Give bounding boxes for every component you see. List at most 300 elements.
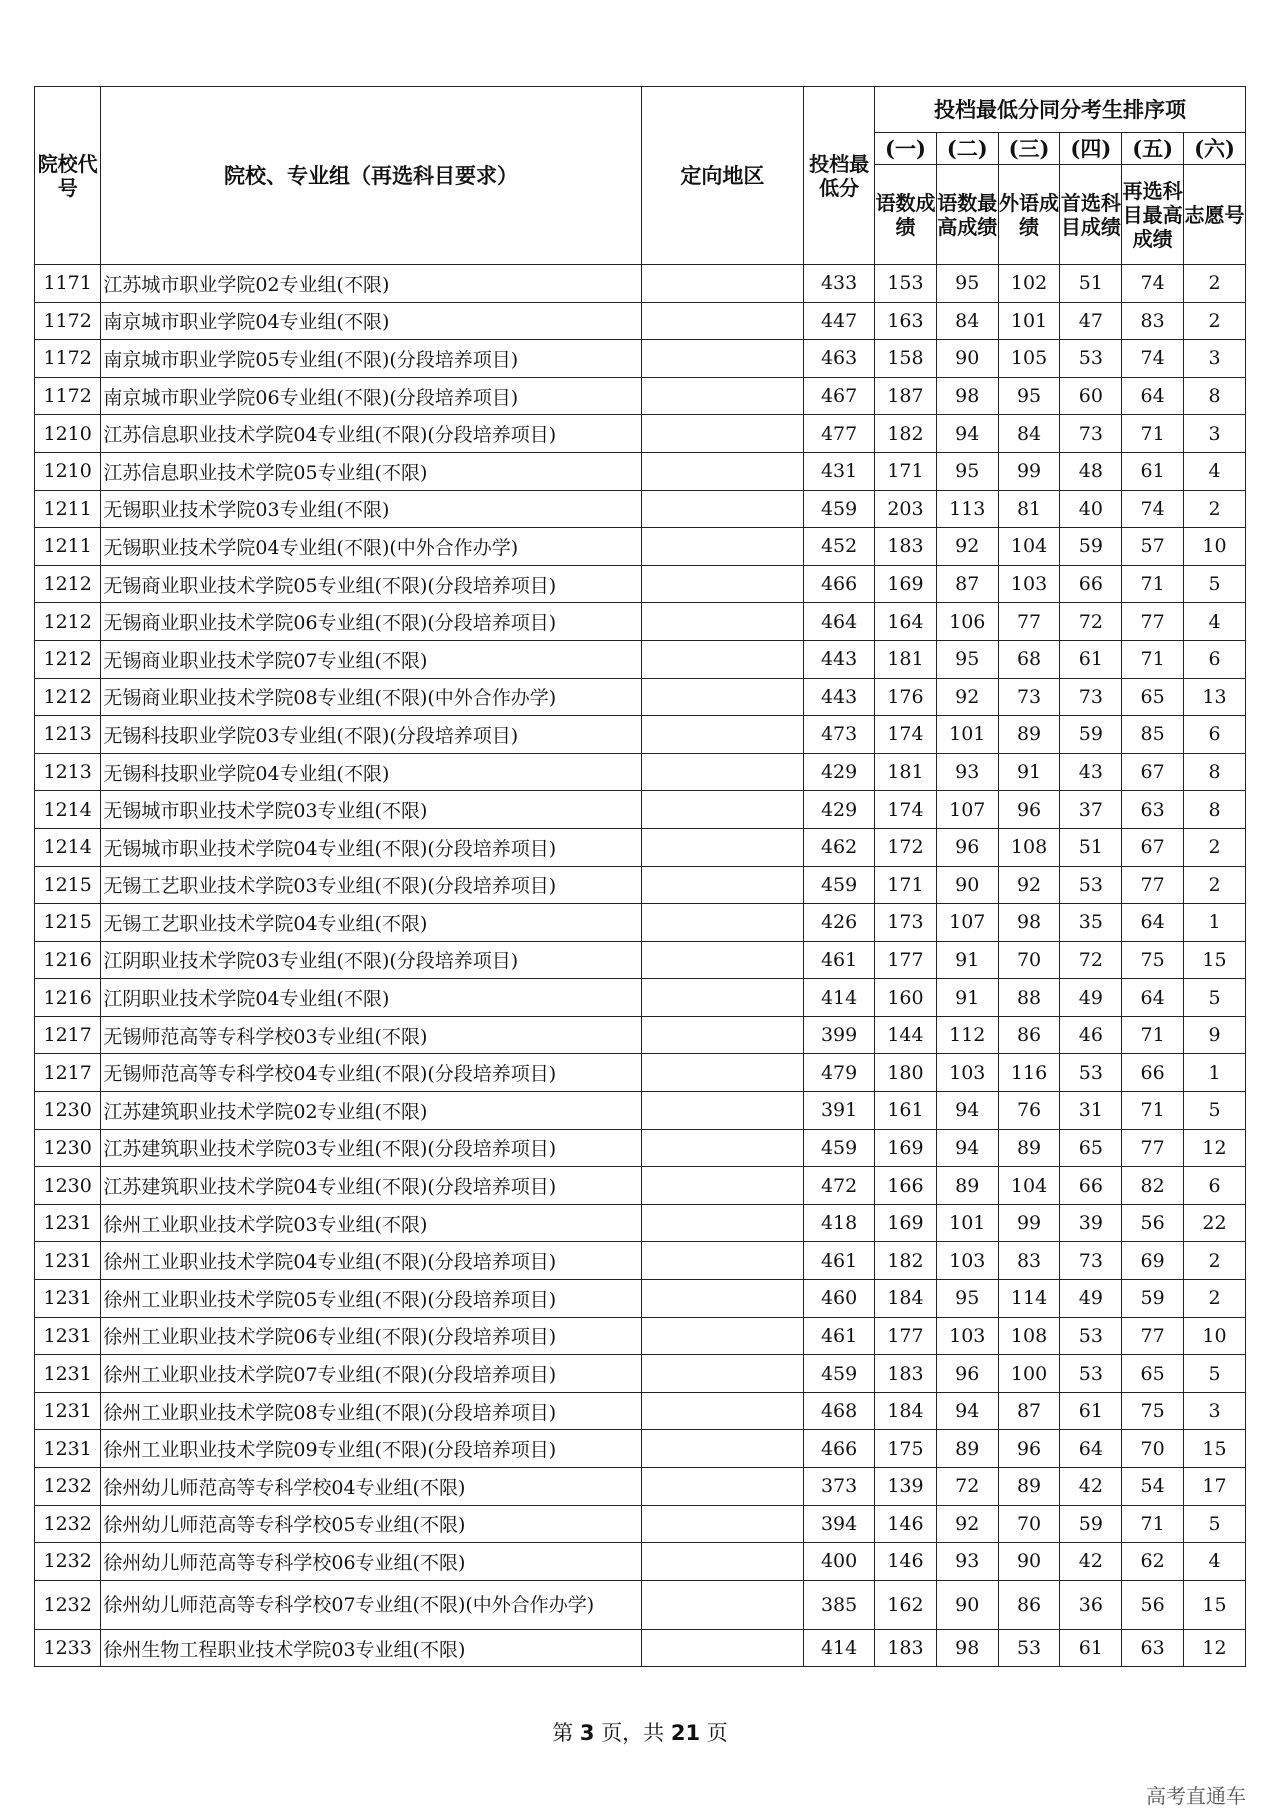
cell-score-2: 96 — [936, 828, 998, 866]
cell-score-3: 70 — [998, 1505, 1060, 1543]
cell-target-region — [641, 1629, 804, 1667]
cell-score-5: 77 — [1122, 1129, 1184, 1167]
table-row — [35, 1543, 1246, 1581]
cell-score-6: 2 — [1184, 828, 1246, 866]
cell-score-5: 65 — [1122, 678, 1184, 716]
cell-score-6: 9 — [1184, 1016, 1246, 1054]
cell-target-region — [641, 1129, 804, 1167]
cell-target-region — [641, 1468, 804, 1506]
table-row — [35, 866, 1246, 904]
cell-score-5: 67 — [1122, 828, 1184, 866]
cell-score-5: 71 — [1122, 640, 1184, 678]
cell-score-2: 106 — [936, 603, 998, 641]
cell-score-1: 146 — [875, 1505, 937, 1543]
cell-target-region — [641, 979, 804, 1017]
cell-score-4: 49 — [1060, 979, 1122, 1017]
cell-school-code: 1212 — [35, 565, 101, 603]
cell-target-region — [641, 791, 804, 829]
table-row — [35, 1167, 1246, 1205]
cell-score-6: 8 — [1184, 791, 1246, 829]
table-row — [35, 565, 1246, 603]
cell-score-6: 1 — [1184, 904, 1246, 942]
cell-score-6: 5 — [1184, 565, 1246, 603]
cell-target-region — [641, 1280, 804, 1318]
cell-school-code: 1211 — [35, 528, 101, 566]
cell-score-3: 90 — [998, 1543, 1060, 1581]
cell-score-3: 68 — [998, 640, 1060, 678]
cell-target-region — [641, 452, 804, 490]
footer-suffix: 页 — [706, 1721, 728, 1745]
cell-min-score: 466 — [804, 1430, 875, 1468]
cell-score-1: 153 — [875, 265, 937, 303]
cell-school-code: 1172 — [35, 302, 101, 340]
cell-min-score: 473 — [804, 716, 875, 754]
header-school-code: 院校代号 — [35, 87, 101, 265]
cell-target-region — [641, 1430, 804, 1468]
cell-score-6: 10 — [1184, 528, 1246, 566]
cell-score-1: 177 — [875, 1317, 937, 1355]
cell-score-5: 64 — [1122, 904, 1184, 942]
cell-min-score: 443 — [804, 678, 875, 716]
cell-score-5: 71 — [1122, 1016, 1184, 1054]
cell-score-4: 35 — [1060, 904, 1122, 942]
header-col-1: 语数成绩 — [875, 165, 937, 265]
cell-score-3: 89 — [998, 1129, 1060, 1167]
cell-school-code: 1171 — [35, 265, 101, 303]
cell-target-region — [641, 415, 804, 453]
cell-min-score: 400 — [804, 1543, 875, 1581]
cell-score-6: 12 — [1184, 1629, 1246, 1667]
cell-target-region — [641, 1505, 804, 1543]
cell-school-code: 1172 — [35, 377, 101, 415]
cell-min-score: 461 — [804, 1242, 875, 1280]
cell-score-2: 87 — [936, 565, 998, 603]
cell-score-4: 51 — [1060, 265, 1122, 303]
cell-target-region — [641, 640, 804, 678]
cell-score-2: 89 — [936, 1167, 998, 1205]
cell-score-2: 94 — [936, 1092, 998, 1130]
table-row — [35, 415, 1246, 453]
cell-score-2: 113 — [936, 490, 998, 528]
cell-school-code: 1231 — [35, 1242, 101, 1280]
table-row — [35, 1129, 1246, 1167]
footer-page-number: 3 — [579, 1721, 595, 1745]
header-ord-3: (三) — [998, 133, 1060, 165]
cell-school-group: 徐州幼儿师范高等专科学校07专业组(不限)(中外合作办学) — [101, 1580, 641, 1629]
cell-school-code: 1210 — [35, 415, 101, 453]
cell-school-code: 1172 — [35, 340, 101, 378]
cell-school-group: 江苏信息职业技术学院05专业组(不限) — [101, 452, 641, 490]
cell-school-group: 江苏城市职业学院02专业组(不限) — [101, 265, 641, 303]
cell-score-3: 87 — [998, 1392, 1060, 1430]
cell-score-4: 42 — [1060, 1468, 1122, 1506]
cell-score-6: 22 — [1184, 1204, 1246, 1242]
cell-score-3: 53 — [998, 1629, 1060, 1667]
cell-score-4: 43 — [1060, 753, 1122, 791]
cell-target-region — [641, 1543, 804, 1581]
cell-score-6: 15 — [1184, 941, 1246, 979]
header-ord-1: (一) — [875, 133, 937, 165]
cell-score-4: 39 — [1060, 1204, 1122, 1242]
cell-target-region — [641, 302, 804, 340]
cell-min-score: 418 — [804, 1204, 875, 1242]
cell-score-2: 90 — [936, 866, 998, 904]
cell-target-region — [641, 265, 804, 303]
cell-target-region — [641, 678, 804, 716]
cell-score-1: 169 — [875, 565, 937, 603]
cell-score-3: 100 — [998, 1355, 1060, 1393]
cell-score-5: 64 — [1122, 377, 1184, 415]
table-row — [35, 1468, 1246, 1506]
cell-score-1: 174 — [875, 791, 937, 829]
table-row — [35, 1355, 1246, 1393]
cell-score-2: 90 — [936, 340, 998, 378]
cell-min-score: 467 — [804, 377, 875, 415]
cell-school-code: 1233 — [35, 1629, 101, 1667]
cell-school-group: 无锡师范高等专科学校03专业组(不限) — [101, 1016, 641, 1054]
cell-score-6: 1 — [1184, 1054, 1246, 1092]
cell-school-group: 徐州幼儿师范高等专科学校04专业组(不限) — [101, 1468, 641, 1506]
footer-total-pages: 21 — [670, 1721, 701, 1745]
cell-school-group: 徐州工业职业技术学院05专业组(不限)(分段培养项目) — [101, 1280, 641, 1318]
cell-score-3: 108 — [998, 1317, 1060, 1355]
table-row — [35, 904, 1246, 942]
cell-school-group: 徐州工业职业技术学院04专业组(不限)(分段培养项目) — [101, 1242, 641, 1280]
cell-score-5: 71 — [1122, 565, 1184, 603]
cell-score-2: 91 — [936, 979, 998, 1017]
cell-min-score: 463 — [804, 340, 875, 378]
cell-min-score: 462 — [804, 828, 875, 866]
page-footer — [0, 1717, 1280, 1747]
cell-school-code: 1231 — [35, 1317, 101, 1355]
cell-score-5: 61 — [1122, 452, 1184, 490]
cell-school-group: 无锡商业职业技术学院07专业组(不限) — [101, 640, 641, 678]
cell-score-3: 99 — [998, 1204, 1060, 1242]
cell-score-2: 94 — [936, 1129, 998, 1167]
cell-score-5: 74 — [1122, 340, 1184, 378]
cell-min-score: 447 — [804, 302, 875, 340]
cell-score-3: 96 — [998, 1430, 1060, 1468]
header-ord-4: (四) — [1060, 133, 1122, 165]
cell-school-code: 1217 — [35, 1054, 101, 1092]
cell-score-2: 91 — [936, 941, 998, 979]
cell-score-4: 64 — [1060, 1430, 1122, 1468]
cell-score-1: 183 — [875, 1355, 937, 1393]
cell-score-6: 5 — [1184, 1092, 1246, 1130]
cell-score-2: 72 — [936, 1468, 998, 1506]
table-row — [35, 941, 1246, 979]
cell-min-score: 459 — [804, 1129, 875, 1167]
cell-min-score: 399 — [804, 1016, 875, 1054]
cell-score-5: 59 — [1122, 1280, 1184, 1318]
cell-school-code: 1230 — [35, 1129, 101, 1167]
cell-school-group: 徐州幼儿师范高等专科学校05专业组(不限) — [101, 1505, 641, 1543]
cell-school-group: 徐州生物工程职业技术学院03专业组(不限) — [101, 1629, 641, 1667]
cell-min-score: 477 — [804, 415, 875, 453]
cell-score-5: 77 — [1122, 1317, 1184, 1355]
cell-score-6: 6 — [1184, 1167, 1246, 1205]
cell-school-group: 江苏建筑职业技术学院03专业组(不限)(分段培养项目) — [101, 1129, 641, 1167]
cell-score-5: 74 — [1122, 265, 1184, 303]
cell-school-group: 无锡商业职业技术学院05专业组(不限)(分段培养项目) — [101, 565, 641, 603]
table-row — [35, 603, 1246, 641]
cell-score-4: 46 — [1060, 1016, 1122, 1054]
cell-school-group: 徐州工业职业技术学院07专业组(不限)(分段培养项目) — [101, 1355, 641, 1393]
cell-score-2: 92 — [936, 1505, 998, 1543]
cell-score-6: 4 — [1184, 1543, 1246, 1581]
cell-score-2: 95 — [936, 640, 998, 678]
cell-school-code: 1213 — [35, 753, 101, 791]
cell-score-3: 102 — [998, 265, 1060, 303]
cell-score-1: 163 — [875, 302, 937, 340]
cell-score-5: 70 — [1122, 1430, 1184, 1468]
cell-score-4: 66 — [1060, 565, 1122, 603]
cell-school-code: 1210 — [35, 452, 101, 490]
cell-target-region — [641, 1204, 804, 1242]
footer-middle: 页，共 — [601, 1721, 665, 1745]
cell-score-1: 175 — [875, 1430, 937, 1468]
cell-score-2: 107 — [936, 791, 998, 829]
table-row — [35, 452, 1246, 490]
cell-score-1: 182 — [875, 1242, 937, 1280]
cell-score-4: 53 — [1060, 340, 1122, 378]
cell-target-region — [641, 1242, 804, 1280]
table-row — [35, 1505, 1246, 1543]
cell-score-5: 77 — [1122, 866, 1184, 904]
cell-score-2: 95 — [936, 265, 998, 303]
admission-score-table — [34, 86, 1246, 1667]
cell-score-4: 37 — [1060, 791, 1122, 829]
header-col-6: 志愿号 — [1184, 165, 1246, 265]
cell-score-1: 184 — [875, 1280, 937, 1318]
cell-score-4: 53 — [1060, 1054, 1122, 1092]
cell-score-6: 2 — [1184, 1242, 1246, 1280]
cell-min-score: 373 — [804, 1468, 875, 1506]
cell-score-6: 2 — [1184, 866, 1246, 904]
cell-score-6: 13 — [1184, 678, 1246, 716]
cell-score-5: 83 — [1122, 302, 1184, 340]
table-row — [35, 791, 1246, 829]
cell-school-code: 1212 — [35, 678, 101, 716]
cell-score-1: 187 — [875, 377, 937, 415]
cell-school-code: 1216 — [35, 979, 101, 1017]
cell-school-group: 江苏建筑职业技术学院04专业组(不限)(分段培养项目) — [101, 1167, 641, 1205]
cell-score-2: 95 — [936, 452, 998, 490]
cell-target-region — [641, 340, 804, 378]
cell-score-4: 36 — [1060, 1580, 1122, 1629]
cell-score-5: 71 — [1122, 1092, 1184, 1130]
cell-score-4: 51 — [1060, 828, 1122, 866]
cell-min-score: 414 — [804, 979, 875, 1017]
cell-score-6: 5 — [1184, 1355, 1246, 1393]
cell-score-5: 75 — [1122, 941, 1184, 979]
cell-school-group: 无锡商业职业技术学院06专业组(不限)(分段培养项目) — [101, 603, 641, 641]
table-row — [35, 490, 1246, 528]
cell-score-2: 90 — [936, 1580, 998, 1629]
cell-score-2: 84 — [936, 302, 998, 340]
cell-school-code: 1230 — [35, 1092, 101, 1130]
table-row — [35, 1016, 1246, 1054]
cell-min-score: 459 — [804, 866, 875, 904]
header-school-group: 院校、专业组（再选科目要求） — [101, 87, 641, 265]
cell-score-6: 2 — [1184, 302, 1246, 340]
cell-score-4: 31 — [1060, 1092, 1122, 1130]
cell-school-group: 徐州工业职业技术学院06专业组(不限)(分段培养项目) — [101, 1317, 641, 1355]
cell-school-code: 1232 — [35, 1580, 101, 1629]
cell-score-4: 66 — [1060, 1167, 1122, 1205]
cell-score-6: 2 — [1184, 490, 1246, 528]
cell-score-2: 96 — [936, 1355, 998, 1393]
cell-score-2: 112 — [936, 1016, 998, 1054]
cell-score-3: 70 — [998, 941, 1060, 979]
cell-score-6: 4 — [1184, 603, 1246, 641]
cell-score-6: 10 — [1184, 1317, 1246, 1355]
header-target-region: 定向地区 — [641, 87, 804, 265]
cell-score-3: 84 — [998, 415, 1060, 453]
cell-target-region — [641, 716, 804, 754]
cell-score-2: 93 — [936, 753, 998, 791]
cell-score-6: 17 — [1184, 1468, 1246, 1506]
cell-score-3: 95 — [998, 377, 1060, 415]
cell-min-score: 466 — [804, 565, 875, 603]
cell-school-group: 无锡职业技术学院03专业组(不限) — [101, 490, 641, 528]
cell-score-1: 181 — [875, 753, 937, 791]
cell-score-5: 57 — [1122, 528, 1184, 566]
cell-score-1: 174 — [875, 716, 937, 754]
cell-score-2: 95 — [936, 1280, 998, 1318]
cell-score-1: 173 — [875, 904, 937, 942]
admission-table-sheet — [34, 86, 1246, 1667]
cell-target-region — [641, 1016, 804, 1054]
cell-school-group: 无锡师范高等专科学校04专业组(不限)(分段培养项目) — [101, 1054, 641, 1092]
cell-score-3: 89 — [998, 1468, 1060, 1506]
cell-score-4: 65 — [1060, 1129, 1122, 1167]
cell-score-5: 71 — [1122, 1505, 1184, 1543]
cell-score-1: 177 — [875, 941, 937, 979]
header-tiebreak-title: 投档最低分同分考生排序项 — [875, 87, 1246, 133]
cell-school-group: 无锡城市职业技术学院04专业组(不限)(分段培养项目) — [101, 828, 641, 866]
cell-school-group: 南京城市职业学院04专业组(不限) — [101, 302, 641, 340]
footer-prefix: 第 — [552, 1721, 574, 1745]
cell-score-3: 114 — [998, 1280, 1060, 1318]
cell-score-3: 88 — [998, 979, 1060, 1017]
cell-score-1: 181 — [875, 640, 937, 678]
header-col-5: 再选科目最高成绩 — [1122, 165, 1184, 265]
cell-score-4: 73 — [1060, 1242, 1122, 1280]
cell-score-4: 48 — [1060, 452, 1122, 490]
cell-target-region — [641, 1317, 804, 1355]
cell-min-score: 414 — [804, 1629, 875, 1667]
cell-school-group: 徐州工业职业技术学院03专业组(不限) — [101, 1204, 641, 1242]
cell-school-code: 1231 — [35, 1280, 101, 1318]
cell-score-4: 53 — [1060, 866, 1122, 904]
cell-school-code: 1232 — [35, 1543, 101, 1581]
cell-score-4: 73 — [1060, 415, 1122, 453]
cell-score-4: 73 — [1060, 678, 1122, 716]
cell-score-5: 77 — [1122, 603, 1184, 641]
cell-target-region — [641, 904, 804, 942]
table-row — [35, 1430, 1246, 1468]
cell-target-region — [641, 1167, 804, 1205]
table-row — [35, 340, 1246, 378]
cell-school-code: 1215 — [35, 866, 101, 904]
cell-target-region — [641, 828, 804, 866]
cell-school-group: 无锡工艺职业技术学院04专业组(不限) — [101, 904, 641, 942]
cell-school-group: 徐州幼儿师范高等专科学校06专业组(不限) — [101, 1543, 641, 1581]
cell-school-code: 1214 — [35, 828, 101, 866]
cell-school-code: 1214 — [35, 791, 101, 829]
cell-score-5: 56 — [1122, 1204, 1184, 1242]
cell-target-region — [641, 377, 804, 415]
header-ord-6: (六) — [1184, 133, 1246, 165]
cell-score-2: 94 — [936, 1392, 998, 1430]
header-col-3: 外语成绩 — [998, 165, 1060, 265]
header-ord-2: (二) — [936, 133, 998, 165]
cell-score-2: 101 — [936, 1204, 998, 1242]
cell-score-2: 103 — [936, 1317, 998, 1355]
table-row — [35, 1629, 1246, 1667]
cell-target-region — [641, 866, 804, 904]
cell-score-2: 98 — [936, 377, 998, 415]
cell-score-4: 42 — [1060, 1543, 1122, 1581]
cell-score-6: 8 — [1184, 753, 1246, 791]
cell-target-region — [641, 565, 804, 603]
cell-score-1: 182 — [875, 415, 937, 453]
cell-score-3: 83 — [998, 1242, 1060, 1280]
cell-score-3: 98 — [998, 904, 1060, 942]
cell-score-5: 74 — [1122, 490, 1184, 528]
cell-school-code: 1230 — [35, 1167, 101, 1205]
cell-score-3: 76 — [998, 1092, 1060, 1130]
cell-school-code: 1211 — [35, 490, 101, 528]
cell-score-5: 62 — [1122, 1543, 1184, 1581]
cell-school-code: 1232 — [35, 1468, 101, 1506]
cell-score-1: 171 — [875, 866, 937, 904]
cell-school-group: 江阴职业技术学院04专业组(不限) — [101, 979, 641, 1017]
cell-score-1: 144 — [875, 1016, 937, 1054]
cell-score-6: 5 — [1184, 1505, 1246, 1543]
cell-score-3: 86 — [998, 1016, 1060, 1054]
cell-score-1: 203 — [875, 490, 937, 528]
cell-score-6: 15 — [1184, 1430, 1246, 1468]
cell-score-1: 139 — [875, 1468, 937, 1506]
cell-min-score: 426 — [804, 904, 875, 942]
cell-target-region — [641, 1355, 804, 1393]
cell-school-group: 无锡科技职业学院04专业组(不限) — [101, 753, 641, 791]
table-row — [35, 640, 1246, 678]
table-row — [35, 1280, 1246, 1318]
table-row — [35, 828, 1246, 866]
cell-score-3: 104 — [998, 528, 1060, 566]
cell-school-group: 南京城市职业学院05专业组(不限)(分段培养项目) — [101, 340, 641, 378]
cell-school-code: 1212 — [35, 603, 101, 641]
cell-min-score: 385 — [804, 1580, 875, 1629]
cell-min-score: 468 — [804, 1392, 875, 1430]
cell-score-4: 59 — [1060, 716, 1122, 754]
table-row — [35, 1317, 1246, 1355]
cell-target-region — [641, 1092, 804, 1130]
cell-score-3: 86 — [998, 1580, 1060, 1629]
cell-score-5: 69 — [1122, 1242, 1184, 1280]
cell-score-1: 146 — [875, 1543, 937, 1581]
cell-score-1: 183 — [875, 528, 937, 566]
cell-score-6: 3 — [1184, 340, 1246, 378]
cell-score-1: 169 — [875, 1204, 937, 1242]
cell-score-6: 2 — [1184, 265, 1246, 303]
cell-target-region — [641, 603, 804, 641]
cell-score-3: 91 — [998, 753, 1060, 791]
cell-score-5: 63 — [1122, 1629, 1184, 1667]
